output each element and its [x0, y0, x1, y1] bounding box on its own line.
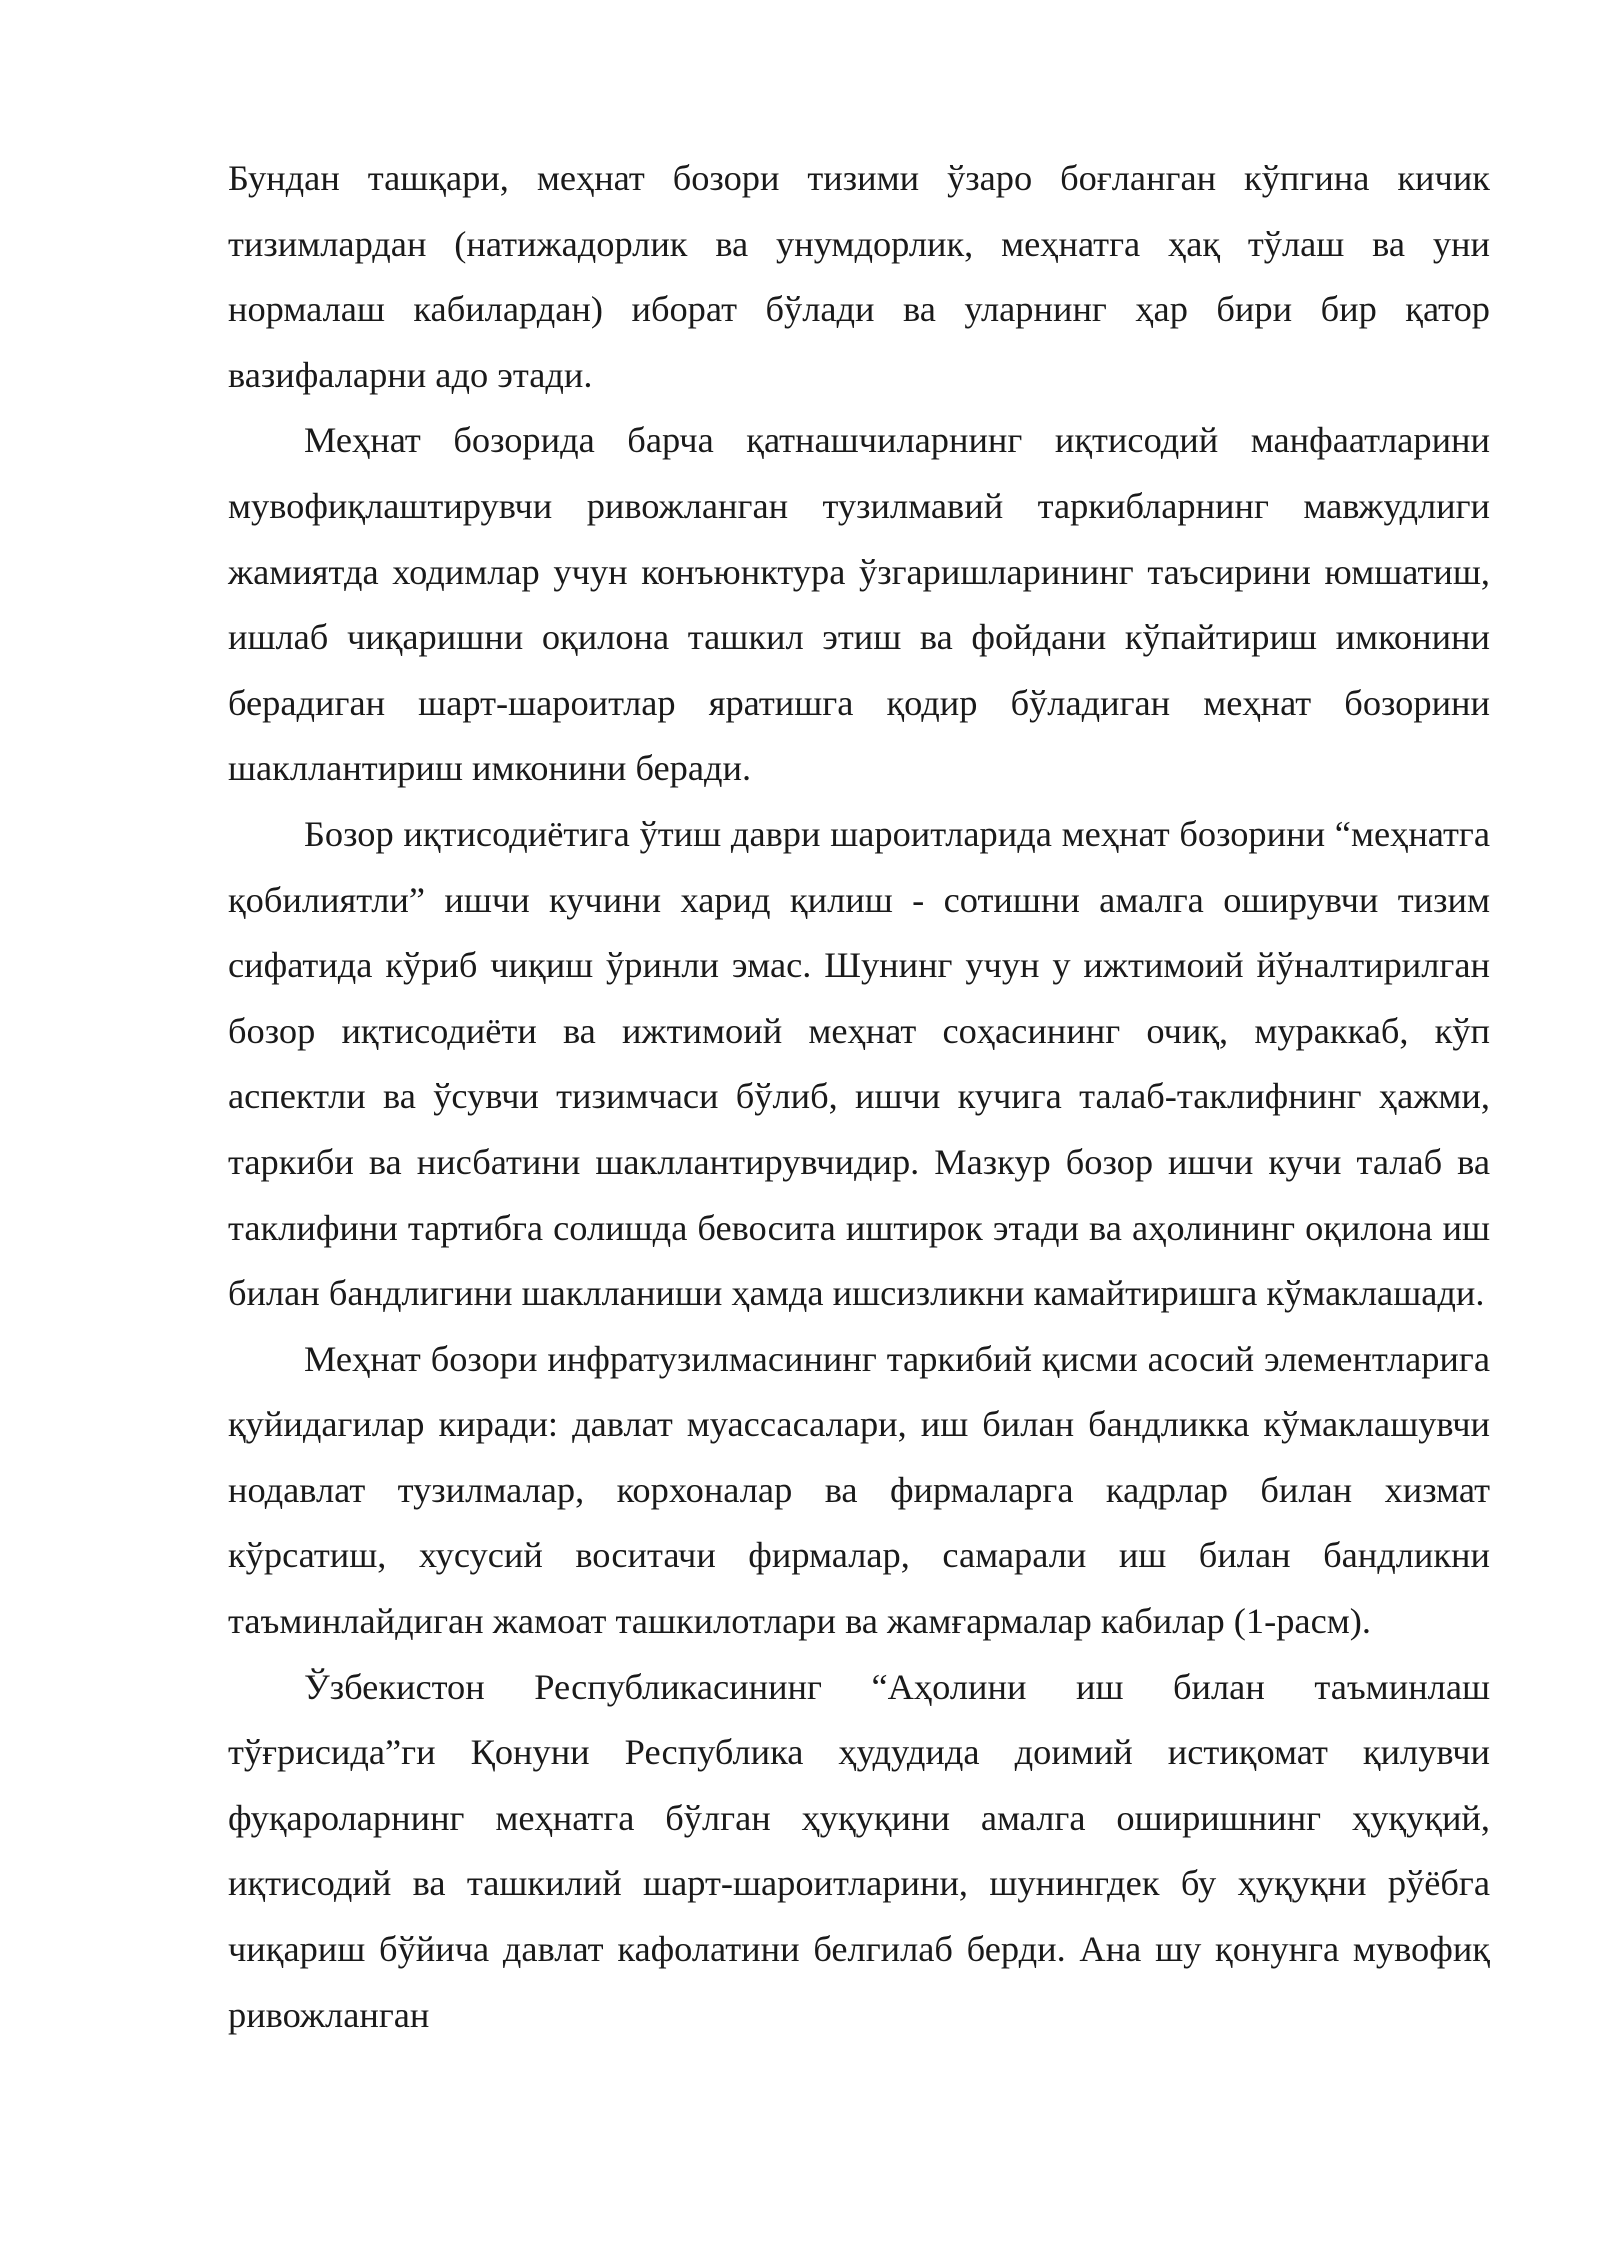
paragraph-2: Меҳнат бозорида барча қатнашчиларнинг иқтисодий манфаатларини мувофиқлаштирувчи ривожланган тузилмавий таркибларнинг мавжудлиги жамиятда ходимлар учун конъюнктура ўзгаришларининг таъсирини юмшатиш, ишлаб чиқаришни оқилона ташкил этиш ва фойдани кўпайтириш имконини берадиган шарт-шароитлар яратишга қодир бўладиган меҳнат бозорини шакллантириш имконини беради.	[228, 420, 1490, 789]
document-page	[228, 146, 1490, 2048]
paragraph-1: Бундан ташқари, меҳнат бозори тизими ўзаро боғланган кўпгина кичик тизимлардан (натижадорлик ва унумдорлик, меҳнатга ҳақ тўлаш ва уни нормалаш кабилардан) иборат бўлади ва уларнинг ҳар бири бир қатор вазифаларни адо этади.	[228, 158, 1490, 395]
paragraph-5: Ўзбекистон Республикасининг “Аҳолини иш билан таъминлаш тўғрисида”ги Қонуни Республика ҳудудида доимий истиқомат қилувчи фуқароларнинг меҳнатга бўлган ҳуқуқини амалга оширишнинг ҳуқуқий, иқтисодий ва ташкилий шарт-шароитларини, шунингдек бу ҳуқуқни рўёбга чиқариш бўйича давлат кафолатини белгилаб берди. Ана шу қонунга мувофиқ ривожланган	[228, 1666, 1490, 2035]
paragraph-4: Меҳнат бозори инфратузилмасининг таркибий қисми асосий элементларига қуйидагилар киради: давлат муассасалари, иш билан бандликка кўмаклашувчи нодавлат тузилмалар, корхоналар ва фирмаларга кадрлар билан хизмат кўрсатиш, хусусий воситачи фирмалар, самарали иш билан бандликни таъминлайдиган жамоат ташкилотлари ва жамғармалар кабилар (1-расм).	[228, 1338, 1490, 1642]
paragraph-3: Бозор иқтисодиётига ўтиш даври шароитларида меҳнат бозорини “меҳнатга қобилиятли” ишчи кучини харид қилиш - сотишни амалга оширувчи тизим сифатида кўриб чиқиш ўринли эмас. Шунинг учун у ижтимоий йўналтирилган бозор иқтисодиёти ва ижтимоий меҳнат соҳасининг очиқ, мураккаб, кўп аспектли ва ўсувчи тизимчаси бўлиб, ишчи кучига талаб-таклифнинг ҳажми, таркиби ва нисбатини шакллантирувчидир. Мазкур бозор ишчи кучи талаб ва таклифини тартибга солишда бевосита иштирок этади ва аҳолининг оқилона иш билан бандлигини шаклланиши ҳамда ишсизликни камайтиришга кўмаклашади.	[228, 813, 1490, 1314]
